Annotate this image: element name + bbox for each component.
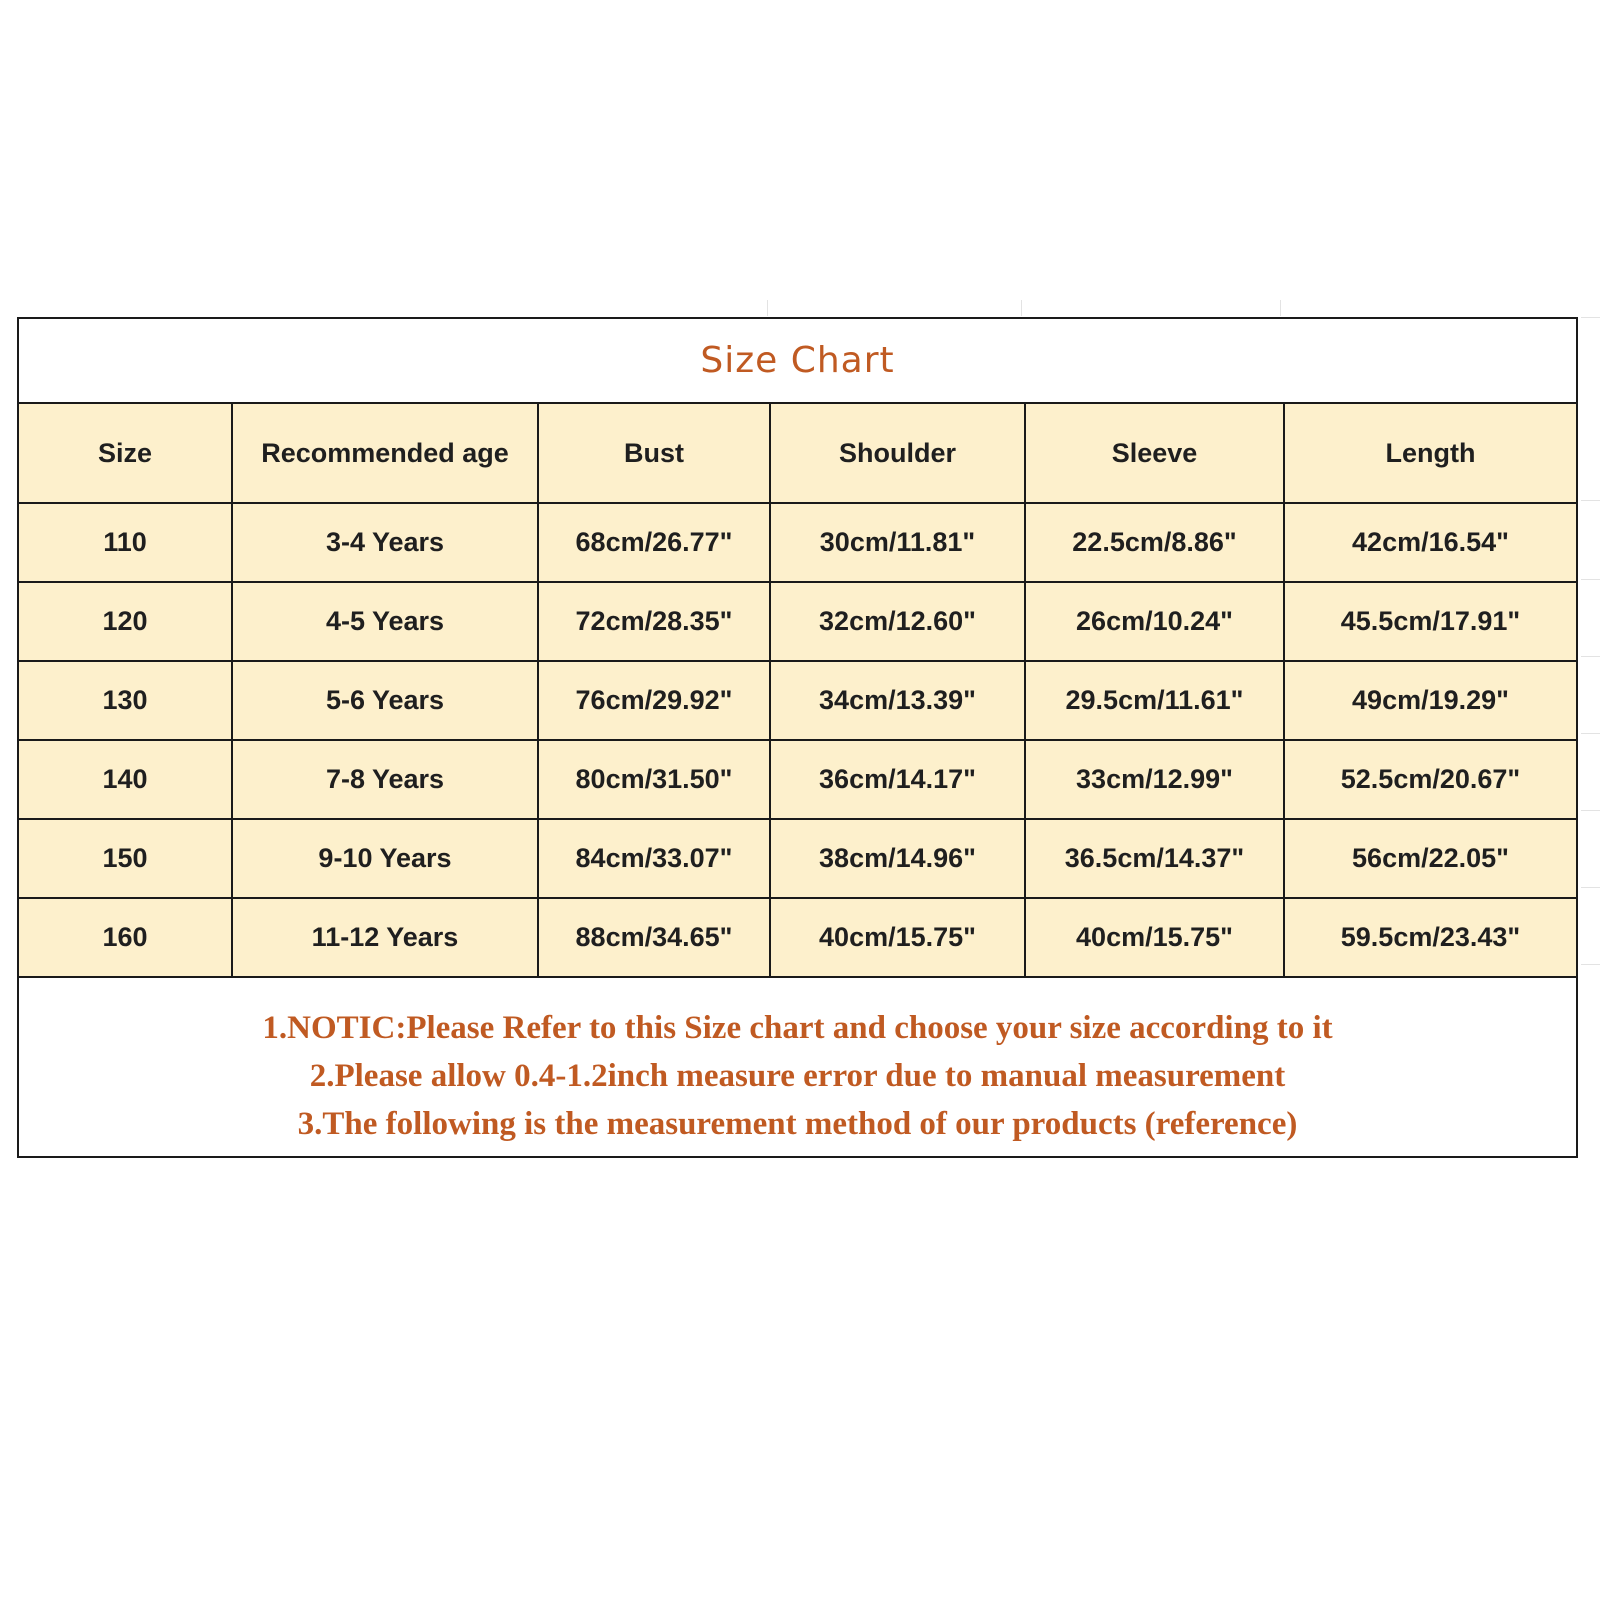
cell-bust: 76cm/29.92" [538, 661, 770, 740]
cell-bust: 80cm/31.50" [538, 740, 770, 819]
title-bar [19, 319, 1576, 404]
cell-shoulder: 34cm/13.39" [770, 661, 1025, 740]
cell-size: 130 [19, 661, 232, 740]
size-table [19, 404, 1576, 978]
grid-tick [1581, 579, 1600, 580]
cell-recommended-age: 7-8 Years [232, 740, 538, 819]
header-bust: Bust [538, 404, 770, 503]
table-row [19, 661, 1576, 740]
table-row [19, 503, 1576, 582]
cell-bust: 84cm/33.07" [538, 819, 770, 898]
cell-size: 140 [19, 740, 232, 819]
table-row [19, 582, 1576, 661]
grid-tick [1021, 300, 1022, 316]
cell-sleeve: 26cm/10.24" [1025, 582, 1284, 661]
chart-title: Size Chart [700, 340, 895, 381]
grid-tick [1581, 733, 1600, 734]
grid-tick [1581, 317, 1600, 318]
grid-tick [767, 300, 768, 316]
cell-length: 59.5cm/23.43" [1284, 898, 1576, 977]
cell-size: 160 [19, 898, 232, 977]
header-length: Length [1284, 404, 1576, 503]
cell-shoulder: 40cm/15.75" [770, 898, 1025, 977]
cell-recommended-age: 3-4 Years [232, 503, 538, 582]
cell-recommended-age: 9-10 Years [232, 819, 538, 898]
header-sleeve: Sleeve [1025, 404, 1284, 503]
cell-shoulder: 30cm/11.81" [770, 503, 1025, 582]
header-row [19, 404, 1576, 503]
table-row [19, 740, 1576, 819]
cell-size: 150 [19, 819, 232, 898]
note-line: 2.Please allow 0.4-1.2inch measure error due to manual measurement [309, 1058, 1286, 1094]
grid-tick [1581, 964, 1600, 965]
header-shoulder: Shoulder [770, 404, 1025, 503]
cell-sleeve: 40cm/15.75" [1025, 898, 1284, 977]
cell-sleeve: 36.5cm/14.37" [1025, 819, 1284, 898]
cell-shoulder: 38cm/14.96" [770, 819, 1025, 898]
grid-tick [1581, 810, 1600, 811]
table-row [19, 898, 1576, 977]
cell-recommended-age: 11-12 Years [232, 898, 538, 977]
cell-length: 49cm/19.29" [1284, 661, 1576, 740]
grid-tick [1581, 500, 1600, 501]
table-row [19, 819, 1576, 898]
cell-size: 110 [19, 503, 232, 582]
header-recommended-age: Recommended age [232, 404, 538, 503]
cell-sleeve: 29.5cm/11.61" [1025, 661, 1284, 740]
cell-bust: 68cm/26.77" [538, 503, 770, 582]
cell-bust: 72cm/28.35" [538, 582, 770, 661]
cell-size: 120 [19, 582, 232, 661]
cell-recommended-age: 4-5 Years [232, 582, 538, 661]
size-chart-sheet [17, 317, 1578, 1158]
cell-length: 52.5cm/20.67" [1284, 740, 1576, 819]
cell-length: 56cm/22.05" [1284, 819, 1576, 898]
cell-shoulder: 32cm/12.60" [770, 582, 1025, 661]
note-line: 3.The following is the measurement method of our products (reference) [297, 1106, 1298, 1142]
cell-length: 42cm/16.54" [1284, 503, 1576, 582]
cell-shoulder: 36cm/14.17" [770, 740, 1025, 819]
cell-bust: 88cm/34.65" [538, 898, 770, 977]
header-size: Size [19, 404, 232, 503]
cell-length: 45.5cm/17.91" [1284, 582, 1576, 661]
grid-tick [1581, 656, 1600, 657]
cell-recommended-age: 5-6 Years [232, 661, 538, 740]
notes-section [19, 978, 1576, 1148]
note-line: 1.NOTIC:Please Refer to this Size chart and choose your size according to it [262, 1010, 1333, 1046]
cell-sleeve: 22.5cm/8.86" [1025, 503, 1284, 582]
cell-sleeve: 33cm/12.99" [1025, 740, 1284, 819]
grid-tick [1581, 887, 1600, 888]
grid-tick [1280, 300, 1281, 316]
